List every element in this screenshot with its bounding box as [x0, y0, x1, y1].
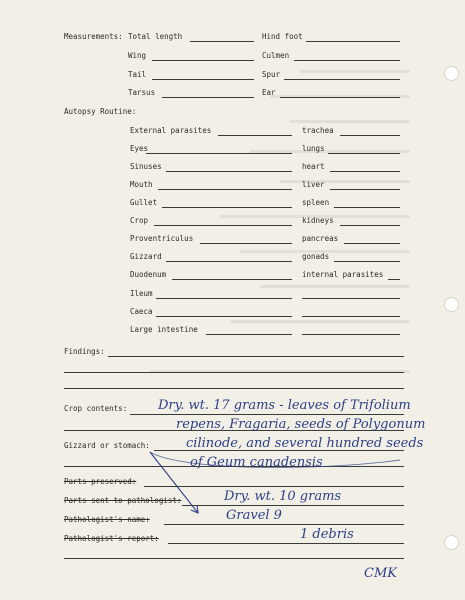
- label-hind-foot: Hind foot: [262, 32, 303, 41]
- label-tail: Tail: [128, 70, 147, 79]
- handwritten-initials: CMK: [364, 566, 397, 581]
- organ-label: Crop: [130, 216, 149, 225]
- label-ear: Ear: [262, 88, 276, 97]
- measurements-heading: Measurements:: [64, 32, 123, 41]
- organ-label: spleen: [302, 198, 330, 207]
- organ-label: kidneys: [302, 216, 334, 225]
- findings-label: Findings:: [64, 347, 105, 356]
- pathologist-name-label: Pathologist's name:: [64, 515, 150, 524]
- handwritten-crop-line-4: of Geum canadensis: [190, 455, 323, 470]
- handwritten-gizzard-line-2: Gravel 9: [226, 508, 282, 523]
- organ-label: External parasites: [130, 126, 212, 135]
- organ-label: Gizzard: [130, 252, 162, 261]
- label-total-length: Total length: [128, 32, 183, 41]
- organ-label: Sinuses: [130, 162, 162, 171]
- handwritten-gizzard-line-3: 1 debris: [300, 527, 354, 542]
- handwritten-gizzard-line-1: Dry. wt. 10 grams: [224, 489, 342, 504]
- organ-label: Gullet: [130, 198, 158, 207]
- crop-contents-label: Crop contents:: [64, 404, 128, 413]
- organ-label: lungs: [302, 144, 325, 153]
- organ-label: trachea: [302, 126, 334, 135]
- pathologist-report-label: Pathologist's report:: [64, 534, 159, 543]
- organ-label: internal parasites: [302, 270, 384, 279]
- label-spur: Spur: [262, 70, 281, 79]
- handwritten-crop-line-2: repens, Fragaria, seeds of Polygonum: [176, 417, 426, 432]
- organ-label: Eyes: [130, 144, 149, 153]
- handwritten-crop-line-3: cilinode, and several hundred seeds: [186, 436, 424, 451]
- organ-label: Large intestine: [130, 325, 198, 334]
- organ-label: Proventriculus: [130, 234, 194, 243]
- organ-label: Caeca: [130, 307, 153, 316]
- label-wing: Wing: [128, 51, 147, 60]
- parts-preserved-label: Parts preserved:: [64, 477, 137, 486]
- organ-label: Mouth: [130, 180, 153, 189]
- handwritten-crop-line-1: Dry. wt. 17 grams - leaves of Trifolium: [158, 398, 411, 413]
- organ-label: liver: [302, 180, 325, 189]
- organ-label: Ileum: [130, 289, 153, 298]
- organ-label: pancreas: [302, 234, 339, 243]
- label-tarsus: Tarsus: [128, 88, 156, 97]
- gizzard-label: Gizzard or stomach:: [64, 441, 150, 450]
- organ-label: gonads: [302, 252, 330, 261]
- autopsy-heading: Autopsy Routine:: [64, 107, 137, 116]
- organ-label: Duodenum: [130, 270, 167, 279]
- label-culmen: Culmen: [262, 51, 290, 60]
- organ-label: heart: [302, 162, 325, 171]
- parts-sent-label: Parts sent to pathologist:: [64, 496, 182, 505]
